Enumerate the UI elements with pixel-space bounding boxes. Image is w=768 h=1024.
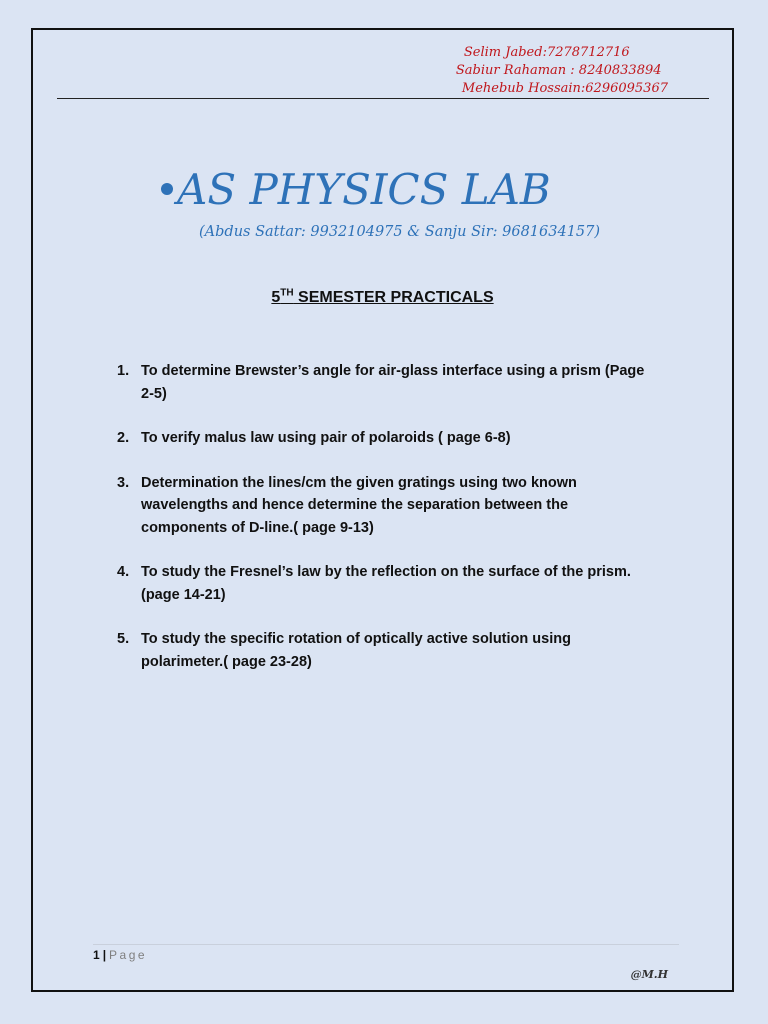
section-heading-text: [271, 289, 493, 306]
list-item-text: Determination the lines/cm the given gratings using two known wavelengths and hence determine the separation between the components of D-line.( page 9-13): [141, 474, 577, 536]
list-item: [117, 472, 657, 540]
document-title: [161, 162, 551, 218]
practicals-list: [117, 360, 657, 695]
list-item-text: To study the Fresnel’s law by the reflection on the surface of the prism.(page 14-21): [141, 564, 631, 603]
list-item-number: 5.: [117, 631, 130, 647]
list-item-text: To verify malus law using pair of polaroids ( page 6-8): [141, 430, 511, 446]
list-item: [117, 427, 657, 450]
page-label: Page: [109, 948, 148, 962]
contact-line: Selim Jabed:7278712716: [463, 45, 630, 60]
list-item-text: To study the specific rotation of optically active solution using polarimeter.( page 23-28): [141, 631, 571, 670]
list-item-number: 2.: [117, 430, 130, 446]
list-item-text: To determine Brewster’s angle for air-glass interface using a prism (Page 2-5): [141, 363, 645, 402]
footer-divider: [93, 944, 679, 945]
contact-line: Sabiur Rahaman : 8240833894: [455, 63, 662, 78]
section-heading: [33, 288, 732, 307]
bullet-icon: [161, 183, 173, 195]
footer-separator: |: [102, 948, 107, 962]
header-divider: [57, 98, 709, 99]
author-signature: @M.H: [630, 968, 668, 981]
contact-list: [456, 44, 668, 98]
list-item: [117, 360, 657, 405]
page-number: 1: [93, 948, 100, 962]
list-item: [117, 561, 657, 606]
page-footer: [93, 948, 147, 962]
list-item-number: 1.: [117, 363, 130, 379]
document-page: [31, 28, 734, 992]
list-item-number: 4.: [117, 564, 130, 580]
contact-line: Mehebub Hossain:6296095367: [461, 81, 668, 96]
title-text: AS PHYSICS LAB: [177, 165, 551, 214]
list-item: [117, 628, 657, 673]
heading-number: 5: [271, 289, 281, 307]
heading-superscript: TH: [280, 288, 294, 299]
list-item-number: 3.: [117, 474, 130, 491]
heading-label: SEMESTER PRACTICALS: [293, 289, 494, 307]
title-subtitle: (Abdus Sattar: 9932104975 & Sanju Sir: 9681634157): [199, 224, 601, 240]
